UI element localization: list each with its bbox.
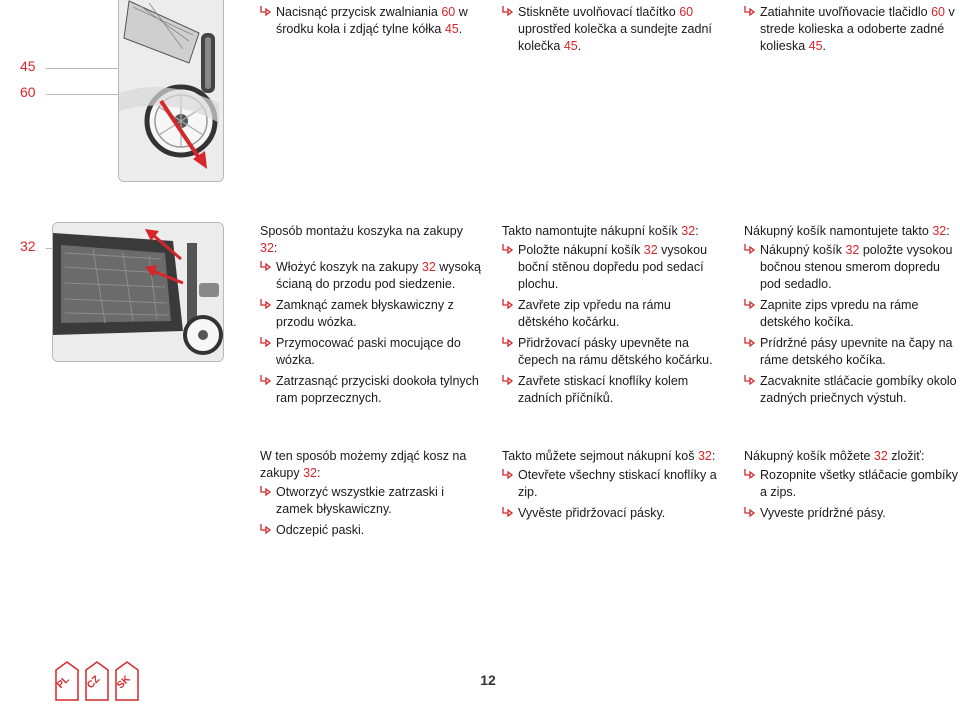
step-arrow-icon [744, 374, 757, 387]
text-run: Položte nákupní košík [518, 243, 644, 257]
text-run: Odczepić paski. [276, 523, 365, 537]
text-run: : [273, 241, 278, 255]
section [502, 223, 724, 407]
section [744, 448, 960, 522]
text-run: : [317, 466, 321, 480]
text-run: Zavřete stiskací knoflíky kolem zadních příčníků. [518, 374, 689, 405]
callout-60: 60 [20, 84, 36, 100]
text-run: zložiť: [887, 449, 925, 463]
step-arrow-icon [502, 374, 515, 387]
instruction-step [744, 467, 960, 501]
callout-45-leader [46, 68, 118, 69]
instruction-step [260, 4, 482, 38]
instruction-step [502, 335, 724, 369]
step-arrow-icon [744, 336, 757, 349]
instruction-step [744, 373, 960, 407]
lang-tab-pl [54, 660, 80, 702]
reference-number: 32 [873, 449, 888, 463]
wheel-removal-illustration [118, 0, 224, 182]
section-heading [260, 448, 482, 482]
instruction-step [744, 297, 960, 331]
callout-60-leader [46, 94, 118, 95]
text-run: Vyveste prídržné pásy. [760, 506, 886, 520]
section-heading [744, 223, 960, 240]
text-run: . [822, 39, 827, 53]
instruction-step [744, 4, 960, 55]
text-run: Sposób montażu koszyka na zakupy [260, 224, 463, 238]
text-run: Vyvěste přidržovací pásky. [518, 506, 666, 520]
step-arrow-icon [260, 374, 273, 387]
steps [502, 4, 724, 55]
reference-number: 32 [421, 260, 436, 274]
text-run: . [458, 22, 463, 36]
reference-number: 45 [563, 39, 578, 53]
reference-number: 60 [679, 5, 694, 19]
text-run: Nacisnąć przycisk zwalniania [276, 5, 442, 19]
reference-number: 32 [643, 243, 658, 257]
reference-number: 32 [681, 224, 696, 238]
section [502, 448, 724, 522]
basket-illustration [52, 222, 224, 362]
instruction-step [744, 335, 960, 369]
text-run: Zatiahnite uvoľňovacie tlačidlo [760, 5, 932, 19]
text-run: w środku koła i zdjąć tylne kółka [276, 5, 468, 36]
text-run: Takto můžete sejmout nákupní koš [502, 449, 698, 463]
instruction-step [260, 297, 482, 331]
reference-number: 32 [697, 449, 712, 463]
text-run: Otevřete všechny stiskací knoflíky a zip. [518, 468, 717, 499]
text-run: Stiskněte uvolňovací tlačítko [518, 5, 680, 19]
text-run: Zapnite zips vpredu na ráme detského kočíka. [760, 298, 919, 329]
mid-col-cz [502, 223, 724, 411]
text-run: Rozopnite všetky stláčacie gombíky a zips. [760, 468, 959, 499]
reference-number: 32 [845, 243, 860, 257]
wheel-illustration [119, 0, 223, 181]
step-arrow-icon [744, 506, 757, 519]
instruction-step [744, 505, 960, 522]
reference-number: 60 [441, 5, 456, 19]
reference-number: 32 [303, 466, 317, 480]
text-run: : [695, 224, 699, 238]
lang-tab-cz [84, 660, 110, 702]
text-run: Takto namontujte nákupní košík [502, 224, 682, 238]
section-heading [260, 223, 482, 257]
text-run: W ten sposób możemy zdjąć kosz na zakupy [260, 449, 467, 480]
section [260, 448, 482, 539]
text-run: : [711, 449, 716, 463]
section [260, 223, 482, 407]
step-arrow-icon [502, 298, 515, 311]
text-run: položte vysokou bočnou stenou smerom dopredu pod sedadlo. [760, 243, 953, 291]
text-run: uprostřed kolečka a sundejte zadní kolečka [518, 22, 712, 53]
text-run: Otworzyć wszystkie zatrzaski i zamek błyskawiczny. [276, 485, 445, 516]
step-arrow-icon [744, 298, 757, 311]
lang-tab-pl-label: PL [54, 674, 72, 691]
text-run: Prídržné pásy upevnite na čapy na ráme detského kočíka. [760, 336, 953, 367]
step-arrow-icon [744, 5, 757, 18]
lang-tab-sk-label: SK [115, 673, 133, 692]
text-run: Zatrzasnąć przyciski dookoła tylnych ram poprzecznych. [276, 374, 479, 405]
text-run: Przymocować paski mocujące do wózka. [276, 336, 461, 367]
text-run: Nákupný košík namontujete takto [744, 224, 933, 238]
text-run: vysokou boční stěnou dopředu pod sedací plochu. [518, 243, 708, 291]
instruction-step [502, 242, 724, 293]
step-arrow-icon [260, 523, 273, 536]
instruction-step [260, 522, 482, 539]
reference-number: 32 [260, 241, 274, 255]
text-run: . [577, 39, 582, 53]
text-run: v strede kolieska a odoberte zadné kolieska [760, 5, 955, 53]
text-run: Włożyć koszyk na zakupy [276, 260, 422, 274]
section-heading [502, 448, 724, 465]
reference-number: 45 [808, 39, 823, 53]
section-heading [502, 223, 724, 240]
reference-number: 32 [932, 224, 947, 238]
reference-number: 45 [444, 22, 459, 36]
step-arrow-icon [260, 336, 273, 349]
step-arrow-icon [744, 243, 757, 256]
text-run: Zacvaknite stláčacie gombíky okolo zadných priečnych výstuh. [760, 374, 957, 405]
step-arrow-icon [502, 5, 515, 18]
text-run: Nákupný košík môžete [744, 449, 874, 463]
mid-col-sk [744, 223, 960, 411]
top-col-sk [744, 4, 960, 59]
instruction-step [502, 297, 724, 331]
step-arrow-icon [260, 485, 273, 498]
top-col-cz [502, 4, 724, 59]
text-run: Zavřete zip vpředu na rámu dětského kočárku. [518, 298, 671, 329]
step-arrow-icon [260, 260, 273, 273]
bottom-col-sk [744, 448, 960, 526]
instruction-step [260, 335, 482, 369]
instruction-step [502, 467, 724, 501]
callout-45: 45 [20, 58, 36, 74]
text-run: : [946, 224, 950, 238]
section [744, 223, 960, 407]
callout-32-leader [46, 248, 52, 249]
step-arrow-icon [502, 506, 515, 519]
instruction-step [502, 4, 724, 55]
page-number: 12 [480, 672, 496, 688]
steps [744, 4, 960, 55]
instruction-step [502, 373, 724, 407]
step-arrow-icon [502, 336, 515, 349]
instruction-step [502, 505, 724, 522]
bottom-col-pl [260, 448, 482, 543]
callout-32: 32 [20, 238, 36, 254]
instruction-step [260, 259, 482, 293]
text-run: Přidržovací pásky upevněte na čepech na rámu dětského kočárku. [518, 336, 713, 367]
step-arrow-icon [260, 298, 273, 311]
lang-tab-sk [114, 660, 140, 702]
instruction-step [260, 373, 482, 407]
steps [260, 4, 482, 38]
mid-col-pl [260, 223, 482, 411]
instruction-step [744, 242, 960, 293]
lang-tab-cz-label: CZ [85, 673, 103, 692]
step-arrow-icon [744, 468, 757, 481]
text-run: Nákupný košík [760, 243, 846, 257]
step-arrow-icon [260, 5, 273, 18]
instruction-step [260, 484, 482, 518]
text-run: wysoką ścianą do przodu pod siedzenie. [276, 260, 481, 291]
reference-number: 60 [931, 5, 946, 19]
bottom-col-cz [502, 448, 724, 526]
top-col-pl [260, 4, 482, 42]
section-heading [744, 448, 960, 465]
text-run: Zamknąć zamek błyskawiczny z przodu wózka. [276, 298, 454, 329]
step-arrow-icon [502, 468, 515, 481]
step-arrow-icon [502, 243, 515, 256]
basket-illustration-drawing [53, 223, 223, 361]
